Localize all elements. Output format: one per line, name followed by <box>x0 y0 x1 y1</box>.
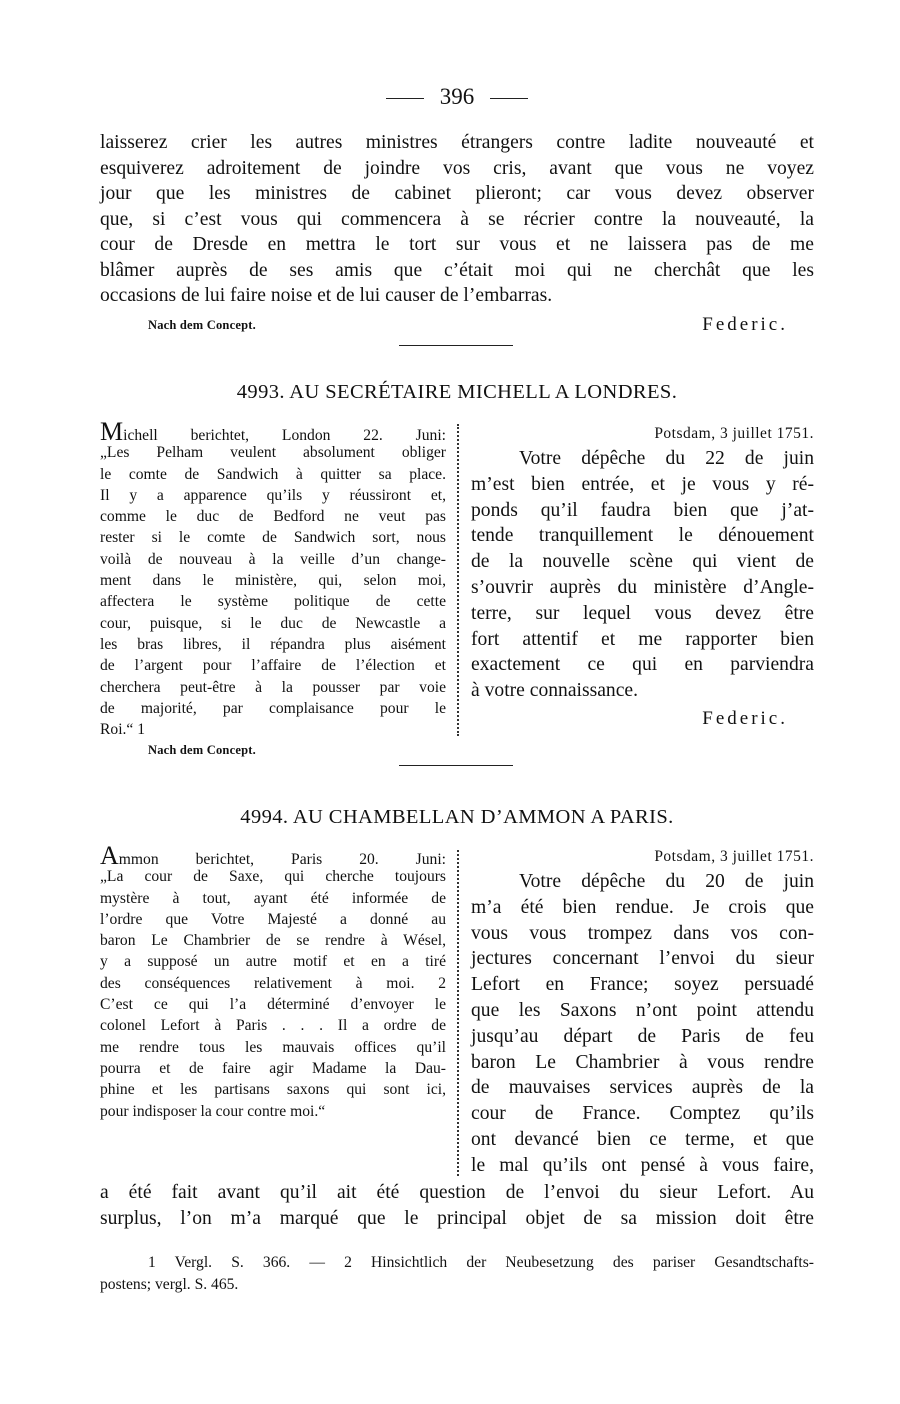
source-note: Nach dem Concept. <box>148 318 256 332</box>
summary-line: comme le duc de Bedford ne veut pas <box>100 508 446 526</box>
summary-line: pour indisposer la cour contre moi.“ <box>100 1102 326 1120</box>
summary-line: „La cour de Saxe, qui cherche toujours <box>100 868 446 886</box>
text-line: surplus, l’on m’a marqué que le principal objet de sa mission doit être <box>100 1207 814 1229</box>
signature: Federic. <box>702 708 788 729</box>
initial-letter: A <box>100 841 119 870</box>
reply-column <box>471 845 814 1179</box>
summary-text: mmon berichtet, Paris 20. Juni: <box>118 851 446 868</box>
top-paragraph <box>100 130 814 309</box>
text-line: occasions de lui faire noise et de lui causer de l’embarras. <box>100 285 553 306</box>
summary-line: l’ordre que Votre Majesté a donné au <box>100 910 446 928</box>
text-line: cour de Dresde en mettra le tort sur vous et ne laissera pas de me <box>100 234 814 255</box>
header-dash-right <box>490 98 528 99</box>
summary-line: rester si le comte de Sandwich sort, nous <box>100 529 446 547</box>
section-divider <box>399 765 513 766</box>
page-number: 396 <box>439 84 475 109</box>
letter-heading: 4994. AU CHAMBELLAN D’AMMON A PARIS. <box>240 806 674 828</box>
reply-line: terre, sur lequel vous devez être <box>471 602 814 624</box>
reply-line: Votre dépêche du 22 de juin <box>519 448 814 469</box>
summary-line: les bras libres, il répandra plus aisément <box>100 635 446 653</box>
reply-line: à votre connaissance. <box>471 680 639 702</box>
summary-line: ment dans le ministère, qui, selon moi, <box>100 572 446 590</box>
reply-line: ont devancé bien ce terme, et que <box>471 1128 814 1150</box>
summary-line: mystère à tout, ayant été informée de <box>100 889 446 907</box>
summary-text: ichell berichtet, London 22. Juni: <box>123 427 446 444</box>
summary-line <box>100 841 446 870</box>
summary-line: pourra et de faire agir Madame la Dau- <box>100 1059 446 1077</box>
reply-line: baron Le Chambrier à vous rendre <box>471 1051 814 1073</box>
reply-line: vous vous trompez dans vos con- <box>471 922 814 944</box>
summary-line: de majorité, par complaisance pour le <box>100 699 446 717</box>
header-dash-left <box>386 98 424 99</box>
summary-line: „Les Pelham veulent absolument obliger <box>100 444 446 462</box>
summary-line: le comte de Sandwich à quitter sa place. <box>100 465 446 483</box>
reply-line: cour de France. Comptez qu’ils <box>471 1103 814 1125</box>
reply-line: exactement ce qui en parviendra <box>471 654 814 676</box>
reply-line: s’ouvrir auprès du ministère d’Angle- <box>471 576 814 598</box>
summary-line: phine et les partisans saxons qui sont ici, <box>100 1081 446 1099</box>
summary-line <box>100 417 446 446</box>
reply-line: jectures concernant l’envoi du sieur <box>471 948 814 970</box>
summary-line: me rendre tous les mauvais offices qu’il <box>100 1038 446 1056</box>
summary-line: affectera le système politique de cette <box>100 593 446 611</box>
reply-line: ponds qu’il faudra bien que j’at- <box>471 499 814 521</box>
reply-line: de mauvaises services auprès de la <box>471 1077 814 1099</box>
text-line: blâmer auprès de ses amis que c’était moi qui ne cherchât que les <box>100 259 814 281</box>
reply-line: Votre dépêche du 20 de juin <box>519 871 814 892</box>
footnotes <box>100 1252 814 1296</box>
reply-line: que les Saxons n’ont point attendu <box>471 999 814 1021</box>
summary-column <box>100 417 446 740</box>
reply-line: jusqu’au départ de Paris de feu <box>471 1025 814 1047</box>
text-line: a été fait avant qu’il ait été question de l’envoi du sieur Lefort. Au <box>100 1182 814 1203</box>
signature: Federic. <box>702 314 788 335</box>
footnote-line: 1 Vergl. S. 366. — 2 Hinsichtlich der Neubesetzung des pariser Gesandtschafts- <box>148 1254 814 1271</box>
summary-line: voilà de nouveau à la veille d’un change- <box>100 550 446 568</box>
letter-date: Potsdam, 3 juillet 1751. <box>654 848 814 865</box>
initial-letter: M <box>100 417 124 446</box>
page-header <box>100 84 814 110</box>
column-separator <box>457 850 459 1176</box>
reply-line: m’a été bien rendue. Je crois que <box>471 896 814 918</box>
letter-date: Potsdam, 3 juillet 1751. <box>654 425 814 442</box>
summary-line: Roi.“ 1 <box>100 721 146 739</box>
letter-heading: 4993. AU SECRÉTAIRE MICHELL A LONDRES. <box>236 381 678 403</box>
reply-line: Lefort en France; soyez persuadé <box>471 974 814 996</box>
reply-line: de la nouvelle scène qui vient de <box>471 551 814 573</box>
footnote-line: postens; vergl. S. 465. <box>100 1276 239 1293</box>
column-separator <box>457 424 459 736</box>
text-line: jour que les ministres de cabinet plieront; car vous devez observer <box>100 183 814 204</box>
summary-line: Il y a apparence qu’ils y réussiront et, <box>100 486 446 504</box>
text-line: laisserez crier les autres ministres étrangers contre ladite nouveauté et <box>100 132 814 153</box>
summary-line: baron Le Chambrier de se rendre à Wésel, <box>100 932 446 950</box>
summary-column <box>100 841 446 1122</box>
reply-line: le mal qu’ils ont pensé à vous faire, <box>471 1154 814 1176</box>
reply-line: tende tranquillement le dénouement <box>471 525 814 547</box>
text-line: que, si c’est vous qui commencera à se récrier contre la nouveauté, la <box>100 208 814 230</box>
summary-line: colonel Lefort à Paris . . . Il a ordre de <box>100 1017 446 1035</box>
summary-line: y a supposé un autre motif et en a tiré <box>100 953 446 971</box>
section-divider <box>399 345 513 346</box>
summary-line: des conséquences relativement à moi. 2 <box>100 974 446 992</box>
reply-line: m’est bien entrée, et je vous y ré- <box>471 473 814 495</box>
summary-line: cour, puisque, si le duc de Newcastle a <box>100 614 446 632</box>
summary-line: de l’argent pour l’affaire de l’élection et <box>100 657 446 675</box>
summary-line: cherchera peut-être à la pousser par voie <box>100 678 446 696</box>
summary-line: C’est ce qui l’a déterminé d’envoyer le <box>100 996 446 1014</box>
reply-line: fort attentif et me rapporter bien <box>471 628 814 650</box>
reply-column <box>471 422 814 704</box>
source-note: Nach dem Concept. <box>148 743 256 757</box>
text-line: esquiverez adroitement de joindre vos cris, avant que vous ne voyez <box>100 157 814 179</box>
continuation-paragraph <box>100 1180 814 1231</box>
